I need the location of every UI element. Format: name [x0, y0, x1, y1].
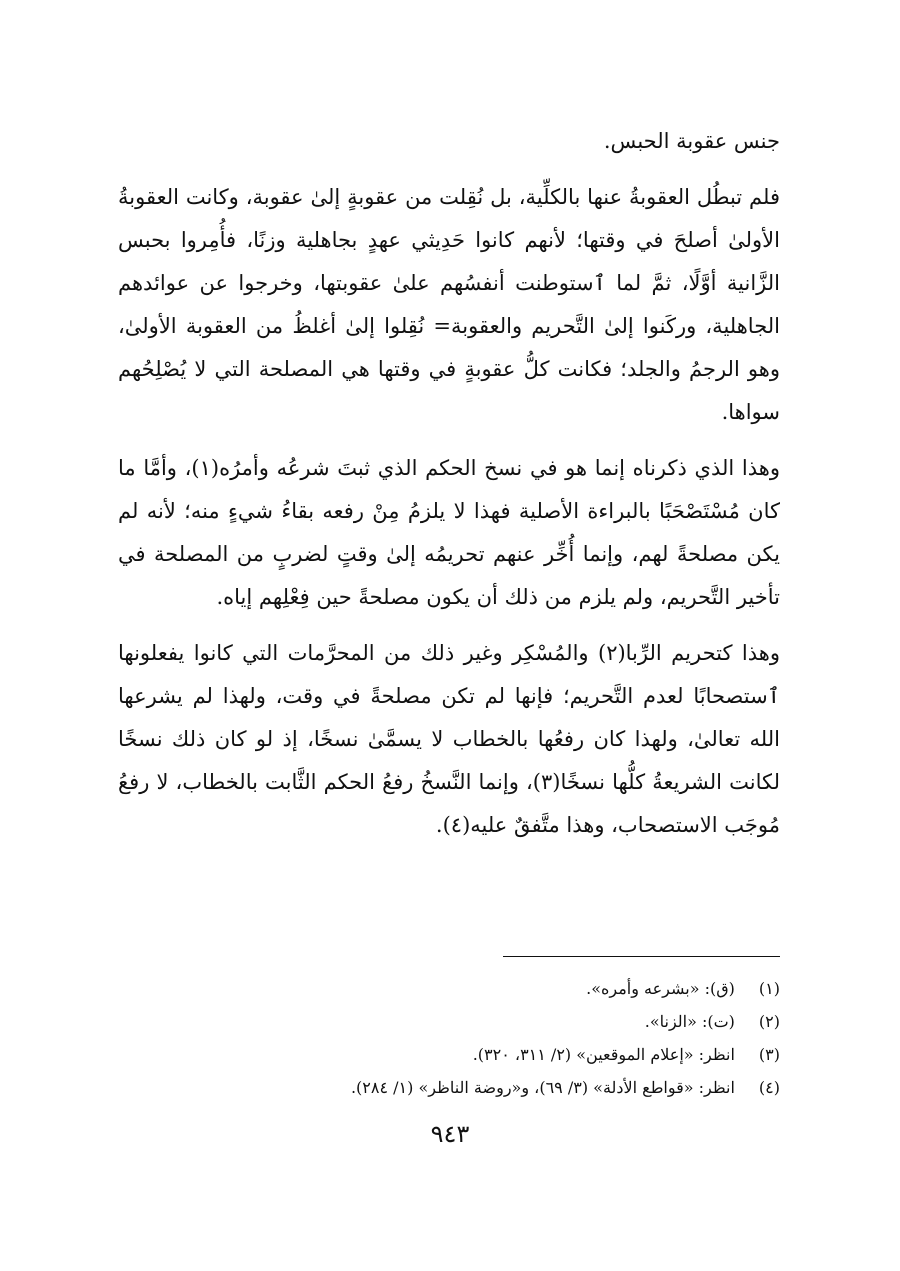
footnote-number: (٣) [758, 1045, 780, 1064]
footnote-text: (ت): «الزنا». [644, 1012, 735, 1031]
footnote-2 [118, 1005, 780, 1038]
footnote-1 [118, 972, 780, 1005]
paragraph-3: وهذا الذي ذكرناه إنما هو في نسخ الحكم الذي ثبتَ شرعُه وأمرُه(١)، وأمَّا ما كان مُسْتَصْحَبًا بالبراءة الأصلية فهذا لا يلزمُ مِنْ رفعه بقاءُ شيءٍ منه؛ لأنه لم يكن مصلحةً لهم، وإنما أُخِّر عنهم تحريمُه إلىٰ وقتٍ لضربٍ من المصلحة في تأخير التَّحريم، ولم يلزم من ذلك أن يكون مصلحةً حين فِعْلِهم إياه. [118, 456, 780, 609]
footnote-text: انظر: «إعلام الموقعين» (٢/ ٣١١، ٣٢٠). [472, 1045, 735, 1064]
footnotes [118, 972, 780, 1104]
footnote-separator [503, 956, 780, 957]
footnote-text: انظر: «قواطع الأدلة» (٣/ ٦٩)، و«روضة الناظر» (١/ ٢٨٤). [350, 1078, 735, 1097]
footnote-number: (٢) [758, 1012, 780, 1031]
footnote-number: (١) [758, 979, 780, 998]
paragraph-1: جنس عقوبة الحبس. [603, 129, 780, 153]
paragraph-4: وهذا كتحريم الرِّبا(٢) والمُسْكِر وغير ذلك من المحرَّمات التي كانوا يفعلونها ٱستصحابًا لعدم التَّحريم؛ فإنها لم تكن مصلحةً في وقت، ولهذا لم يشرعها الله تعالىٰ، ولهذا كان رفعُها بالخطاب لا يسمَّىٰ نسخًا، إذ لو كان ذلك نسخًا لكانت الشريعةُ كلُّها نسخًا(٣)، وإنما النَّسخُ رفعُ الحكم الثَّابت بالخطاب، لا رفعُ مُوجَب الاستصحاب، وهذا متَّفقٌ عليه(٤). [118, 641, 780, 837]
footnote-text: (ق): «بشرعه وأمره». [586, 979, 735, 998]
footnote-number: (٤) [758, 1078, 780, 1097]
paragraph-2: فلم تبطُل العقوبةُ عنها بالكلِّية، بل نُقِلت من عقوبةٍ إلىٰ عقوبة، وكانت العقوبةُ الأولىٰ أصلحَ في وقتها؛ لأنهم كانوا حَدِيثي عهدٍ بجاهلية وزنًا، فأُمِروا بحبس الزَّانية أوَّلًا، ثمَّ لما ٱستوطنت أنفسُهم علىٰ عقوبتها، وخرجوا عن عوائدهم الجاهلية، وركَنوا إلىٰ التَّحريم والعقوبة= نُقِلوا إلىٰ أغلظُ من العقوبة الأولىٰ، وهو الرجمُ والجلد؛ فكانت كلُّ عقوبةٍ في وقتها هي المصلحة التي لا يُصْلِحُهم سواها. [118, 185, 780, 424]
page-number: ٩٤٣ [430, 1120, 470, 1148]
main-text [118, 120, 780, 847]
footnote-3 [118, 1038, 780, 1071]
footnote-4 [118, 1071, 780, 1104]
